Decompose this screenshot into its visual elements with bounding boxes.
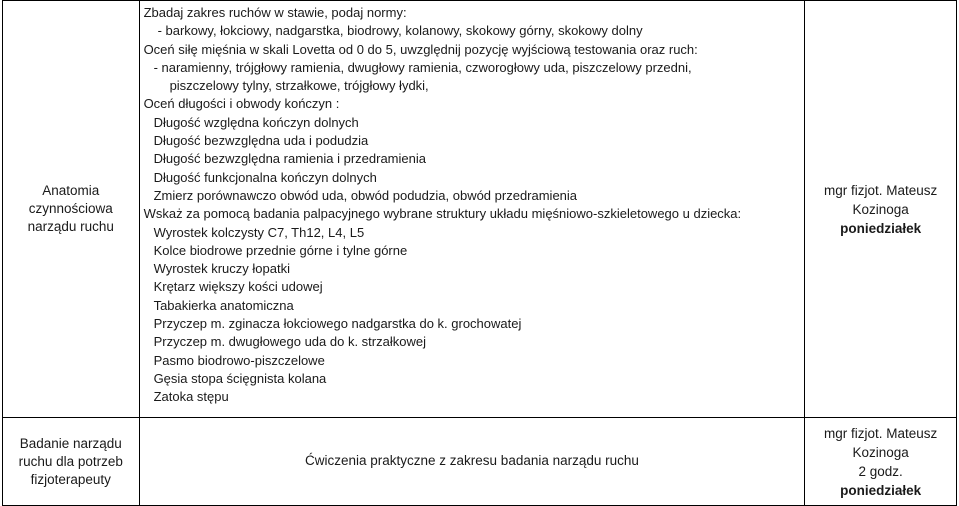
content-line: Zatoka stępu xyxy=(153,389,229,405)
content-line: Wyrostek kolczysty C7, Th12, L4, L5 xyxy=(153,224,365,240)
teacher-cell xyxy=(805,1,957,418)
teacher-name: mgr fizjot. Mateusz xyxy=(824,182,938,198)
content-cell xyxy=(139,418,805,506)
day-label: poniedziałek xyxy=(840,220,922,236)
content-line: Tabakierka anatomiczna xyxy=(153,297,294,313)
subject-cell xyxy=(3,1,140,418)
content-line: piszczelowy tylny, strzałkowe, trójgłowy łydki, xyxy=(169,78,429,94)
content-line: Pasmo biodrowo-piszczelowe xyxy=(153,352,325,368)
subject-line: czynnościowa xyxy=(28,201,113,216)
content-line: Krętarz większy kości udowej xyxy=(153,279,323,295)
subject-line: Anatomia xyxy=(42,183,100,198)
table-row xyxy=(3,418,957,506)
content-line: Kolce biodrowe przednie górne i tylne górne xyxy=(153,242,408,258)
teacher-surname: Kozinoga xyxy=(852,201,909,217)
content-line: Długość bezwzględna ramienia i przedramienia xyxy=(153,151,426,167)
content-line: - naramienny, trójgłowy ramienia, dwugłowy ramienia, czworogłowy uda, piszczelowy przedni, xyxy=(153,59,692,75)
content-line: Zmierz porównawczo obwód uda, obwód podudzia, obwód przedramienia xyxy=(153,187,578,203)
content-line: Oceń siłę mięśnia w skali Lovetta od 0 do 5, uwzględnij pozycję wyjściową testowania oraz ruch: xyxy=(143,41,698,57)
content-line: Przyczep m. zginacza łokciowego nadgarstka do k. grochowatej xyxy=(153,316,522,332)
teacher-surname: Kozinoga xyxy=(852,444,909,460)
day-label: poniedziałek xyxy=(840,482,922,498)
schedule-table xyxy=(2,0,957,506)
teacher-name: mgr fizjot. Mateusz xyxy=(824,425,938,441)
subject-line: ruchu dla potrzeb xyxy=(18,453,123,469)
content-line: Długość funkcjonalna kończyn dolnych xyxy=(153,169,377,185)
table-row xyxy=(3,1,957,418)
content-text: Ćwiczenia praktyczne z zakresu badania narządu ruchu xyxy=(304,453,639,469)
content-line: Wskaż za pomocą badania palpacyjnego wybrane struktury układu mięśniowo-szkieletowego u dziecka: xyxy=(143,206,742,222)
content-line: - barkowy, łokciowy, nadgarstka, biodrowy, kolanowy, skokowy górny, skokowy dolny xyxy=(157,23,643,39)
content-lines xyxy=(140,1,805,411)
subject-line: Badanie narządu xyxy=(19,435,122,451)
teacher-cell xyxy=(805,418,957,506)
content-line: Długość względna kończyn dolnych xyxy=(153,114,359,130)
subject-line: narządu ruchu xyxy=(27,219,114,234)
content-line: Przyczep m. dwugłowego uda do k. strzałkowej xyxy=(153,334,426,350)
subject-line: fizjoterapeuty xyxy=(30,471,111,487)
content-cell xyxy=(139,1,805,418)
content-line: Wyrostek kruczy łopatki xyxy=(153,261,290,277)
content-line: Oceń długości i obwody kończyn : xyxy=(143,96,340,112)
subject-cell xyxy=(3,418,140,506)
content-line: Gęsia stopa ścięgnista kolana xyxy=(153,370,327,386)
content-line: Zbadaj zakres ruchów w stawie, podaj normy: xyxy=(143,5,407,20)
content-line: Długość bezwzględna uda i podudzia xyxy=(153,133,369,149)
hours-label: 2 godz. xyxy=(858,463,903,479)
